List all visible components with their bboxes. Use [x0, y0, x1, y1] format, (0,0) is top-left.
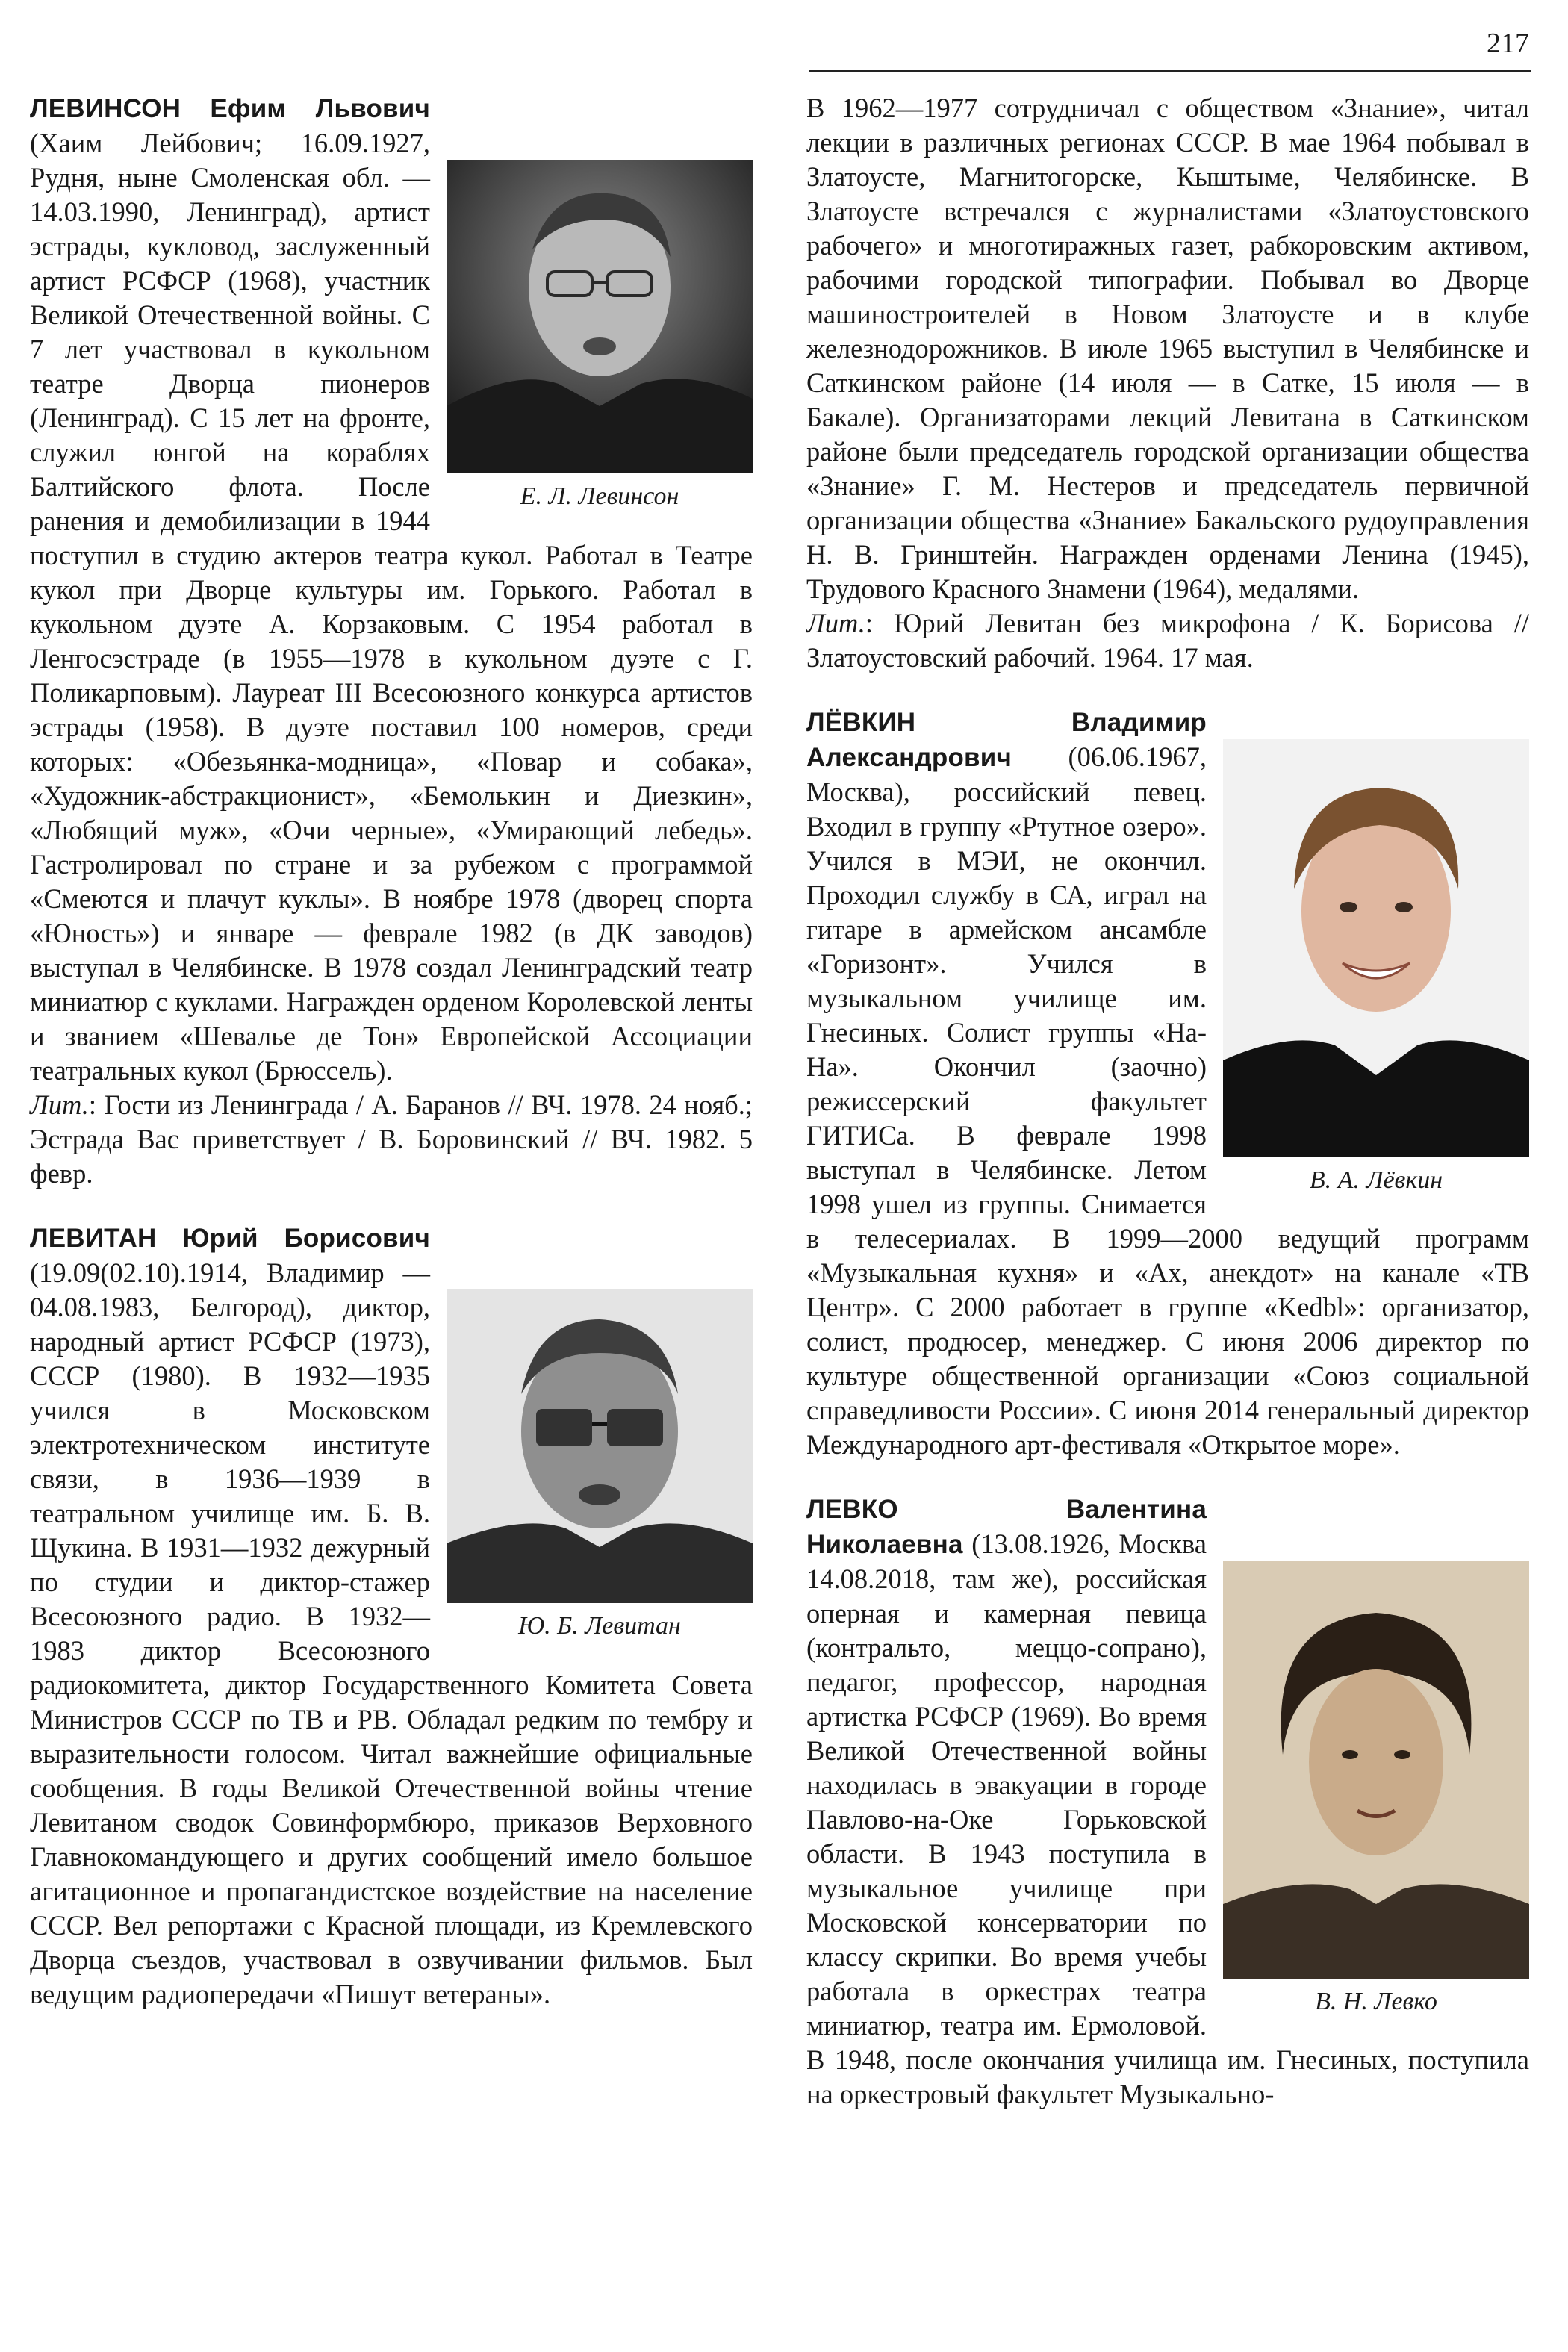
lit-text-levitan: : Юрий Левитан без микрофона / К. Борисова // Златоустовский рабочий. 1964. 17 мая. [806, 608, 1529, 673]
lit-label: Лит. [30, 1089, 89, 1120]
headword-levitan: ЛЕВИТАН Юрий Борисович [30, 1224, 430, 1253]
lit-levitan [806, 606, 1529, 675]
entry-levitan-continued [806, 91, 1529, 675]
caption-levinson: Е. Л. Левинсон [520, 482, 679, 510]
portrait-levitan-figure [447, 1289, 753, 1642]
right-column [806, 91, 1529, 2112]
portrait-levkin-figure [1223, 739, 1529, 1196]
headword-levinson: ЛЕВИНСОН Ефим Львович [30, 94, 430, 123]
portrait-levko [1223, 1561, 1529, 1979]
portrait-levinson [447, 160, 753, 473]
caption-levko: В. Н. Левко [1315, 1988, 1437, 2015]
body-levko: (13.08.1926, Москва 14.08.2018, там же), российская оперная и камерная певица (контральто, меццо-сопрано), педагог, профессор, народная артистка РСФСР (1969). Во время Великой Отечественной войны находилась в эвакуации в городе Павлово-на-Оке Горьковской области. В 1943 поступила в музыкальное училище при Московской консерватории по классу скрипки. Во время учебы работала в оркестрах театра миниатюр, театра им. Ермоловой. В 1948, после окончания училища им. Гнесиных, поступила на оркестровый факультет Музыкально- [806, 1528, 1529, 2109]
caption-levitan: Ю. Б. Левитан [518, 1612, 681, 1640]
entry-levitan [30, 1221, 753, 2012]
header-rule [809, 70, 1531, 72]
entry-levinson [30, 91, 753, 1191]
left-column [30, 91, 753, 2012]
body-levitan: (19.09(02.10).1914, Владимир — 04.08.1983, Белгород), диктор, народный артист РСФСР (1973), СССР (1980). В 1932—1935 учился в Московском электротехническом институте связи, в 1936—1939 в театральном училище им. Б. В. Щукина. В 1931—1932 дежурный по студии и диктор-стажер Всесоюзного радио. В 1932—1983 диктор Всесоюзного радиокомитета, диктор Государственного Комитета Совета Министров СССР по ТВ и РВ. Обладал редким по тембру и выразительности голосом. Читал важнейшие официальные сообщения. В годы Великой Отечественной войны чтение Левитаном сводок Совинформбюро, приказов Верховного Главнокомандующего и других сообщений имело большое агитационное и пропагандистское воздействие на население СССР. Вел репортажи с Красной площади, из Кремлевского Дворца съездов, участвовал в озвучивании фильмов. Был ведущим радиопередачи «Пишут ветераны». [30, 1257, 753, 2009]
lit-label: Лит. [806, 608, 865, 638]
body-levinson: (Хаим Лейбович; 16.09.1927, Рудня, ныне Смоленская обл. — 14.03.1990, Ленинград), артист эстрады, кукловод, заслуженный артист РСФСР (1968), участник Великой Отечественной войны. С 7 лет участвовал в кукольном театре Дворца пионеров (Ленинград). С 15 лет на фронте, служил юнгой на кораблях Балтийского флота. После ранения и демобилизации в 1944 поступил в студию актеров театра кукол. Работал в Театре кукол при Дворце культуры им. Горького. Работал в кукольном дуэте А. Корзаковым. С 1954 работал в Ленгосэстраде (в 1955—1978 в кукольном дуэте с Г. Поликарповым). Лауреат III Всесоюзного конкурса артистов эстрады (1958). В дуэте поставил 100 номеров, среди которых: «Обезьянка-модница», «Повар и собака», «Художник-абстракционист», «Бемолькин и Диезкин», «Любящий муж», «Очи черные», «Умирающий лебедь». Гастролировал по стране и за рубежом с программой «Смеются и плачут куклы». В ноябре 1978 (дворец спорта «Юность») и январе — феврале 1982 (в ДК заводов) выступал в Челябинске. В 1978 создал Ленинградский театр миниатюр с куклами. Награжден орденом Королевской ленты и званием «Шевалье де Тон» Европейской Ассоциации театральных кукол (Брюссель). [30, 128, 753, 1086]
headword-levko: ЛЕВКО Валентина Николаевна [806, 1495, 1207, 1559]
lit-text-levinson: : Гости из Ленинграда / А. Баранов // ВЧ. 1978. 24 нояб.; Эстрада Вас приветствует / В. Боровинский // ВЧ. 1982. 5 февр. [30, 1089, 753, 1189]
entry-levkin [806, 705, 1529, 1462]
body-levkin: (06.06.1967, Москва), российский певец. Входил в группу «Ртутное озеро». Учился в МЭИ, не окончил. Проходил службу в СА, играл на гитаре в армейском ансамбле «Горизонт». Учился в музыкальном училище им. Гнесиных. Солист группы «На-На». Окончил (заочно) режиссерский факультет ГИТИСа. В феврале 1998 выступал в Челябинске. Летом 1998 ушел из группы. Снимается в телесериалах. В 1999—2000 ведущий программ «Музыкальная кухня» и «Ах, анекдот» на канале «ТВ Центр». С 2000 работает в группе «Kedbl»: организатор, солист, продюсер, менеджер. С июня 2006 директор по культуре общественной организации «Союз социальной справедливости России». С июня 2014 генеральный директор Международного арт-фестиваля «Открытое море». [806, 741, 1529, 1460]
page-number: 217 [1487, 28, 1529, 59]
lit-levinson [30, 1088, 753, 1191]
caption-levkin: В. А. Лёвкин [1309, 1166, 1443, 1194]
headword-levkin: ЛЁВКИН Владимир Александрович [806, 708, 1207, 772]
portrait-levko-figure [1223, 1561, 1529, 2017]
portrait-levkin [1223, 739, 1529, 1157]
portrait-levitan [447, 1289, 753, 1603]
entry-levko [806, 1492, 1529, 2112]
body-levitan-continued: В 1962—1977 сотрудничал с обществом «Знание», читал лекции в различных регионах СССР. В мае 1964 побывал в Златоусте, Магнитогорске, Кыштыме, Челябинске. В Златоусте встречался с журналистами «Златоустовского рабочего» и многотиражных газет, рабкоровским активом, рабочими городской типографии. Побывал во Дворце машиностроителей в Новом Златоусте и в клубе железнодорожников. В июле 1965 выступил в Челябинске и Саткинском районе (14 июля — в Сатке, 15 июля — в Бакале). Организаторами лекций Левитана в Саткинском районе были председатель городской организации общества «Знание» Г. М. Нестеров и председатель первичной организации общества «Знание» Бакальского рудоуправления Н. В. Гринштейн. Награжден орденами Ленина (1945), Трудового Красного Знамени (1964), медалями. [806, 93, 1529, 604]
portrait-levinson-figure [447, 160, 753, 512]
